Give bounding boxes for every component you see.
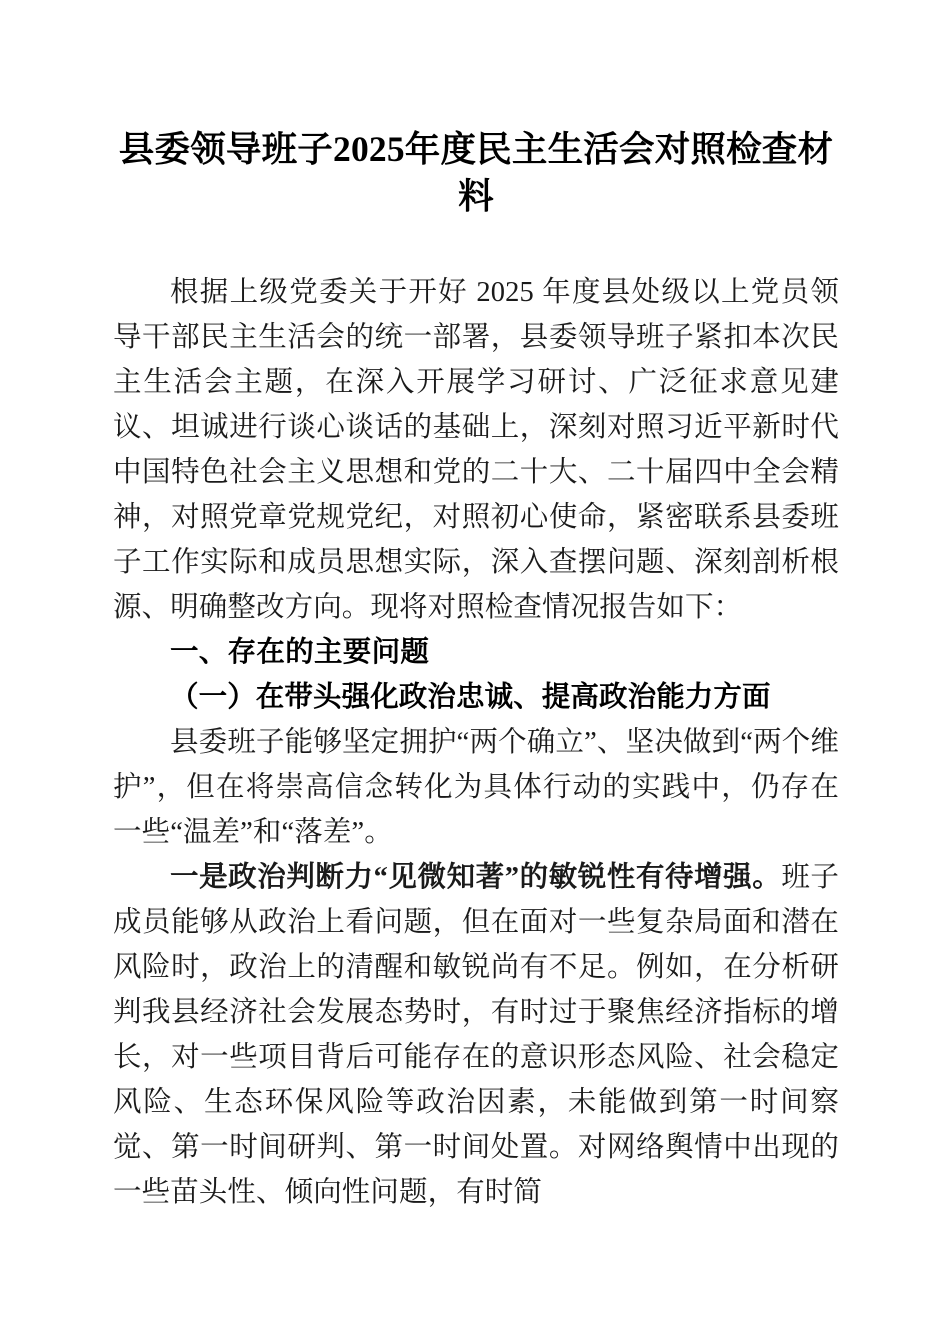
subsection-intro-paragraph: 县委班子能够坚定拥护“两个确立”、坚决做到“两个维护”，但在将崇高信念转化为具体行动的实践中，仍存在一些“温差”和“落差”。 (113, 727, 839, 848)
heading-section-one: 一、存在的主要问题 (170, 636, 430, 668)
intro-paragraph: 根据上级党委关于开好 2025 年度县处级以上党员领导干部民主生活会的统一部署，县委领导班子紧扣本次民主生活会主题，在深入开展学习研讨、广泛征求意见建议、坦诚进行谈心谈话的基础上，深刻对照习近平新时代中国特色社会主义思想和党的二十大、二十届四中全会精神，对照党章党规党纪，对照初心使命，紧密联系县委班子工作实际和成员思想实际，深入查摆问题、深刻剖析根源、明确整改方向。现将对照检查情况报告如下： (113, 277, 839, 623)
point-one-paragraph (113, 855, 839, 1215)
heading-subsection-one: （一）在带头强化政治忠诚、提高政治能力方面 (170, 682, 771, 713)
document-body (113, 0, 839, 1215)
page-title: 县委领导班子2025年度民主生活会对照检查材料 (118, 129, 834, 216)
point-one-lead: 一是政治判断力“见微知著”的敏锐性有待增强。 (170, 862, 782, 893)
point-one-body: 班子成员能够从政治上看问题，但在面对一些复杂局面和潜在风险时，政治上的清醒和敏锐尚有不足。例如，在分析研判我县经济社会发展态势时，有时过于聚焦经济指标的增长，对一些项目背后可能存在的意识形态风险、社会稳定风险、生态环保风险等政治因素，未能做到第一时间察觉、第一时间研判、第一时间处置。对网络舆情中出现的一些苗头性、倾向性问题，有时简 (113, 862, 839, 1208)
